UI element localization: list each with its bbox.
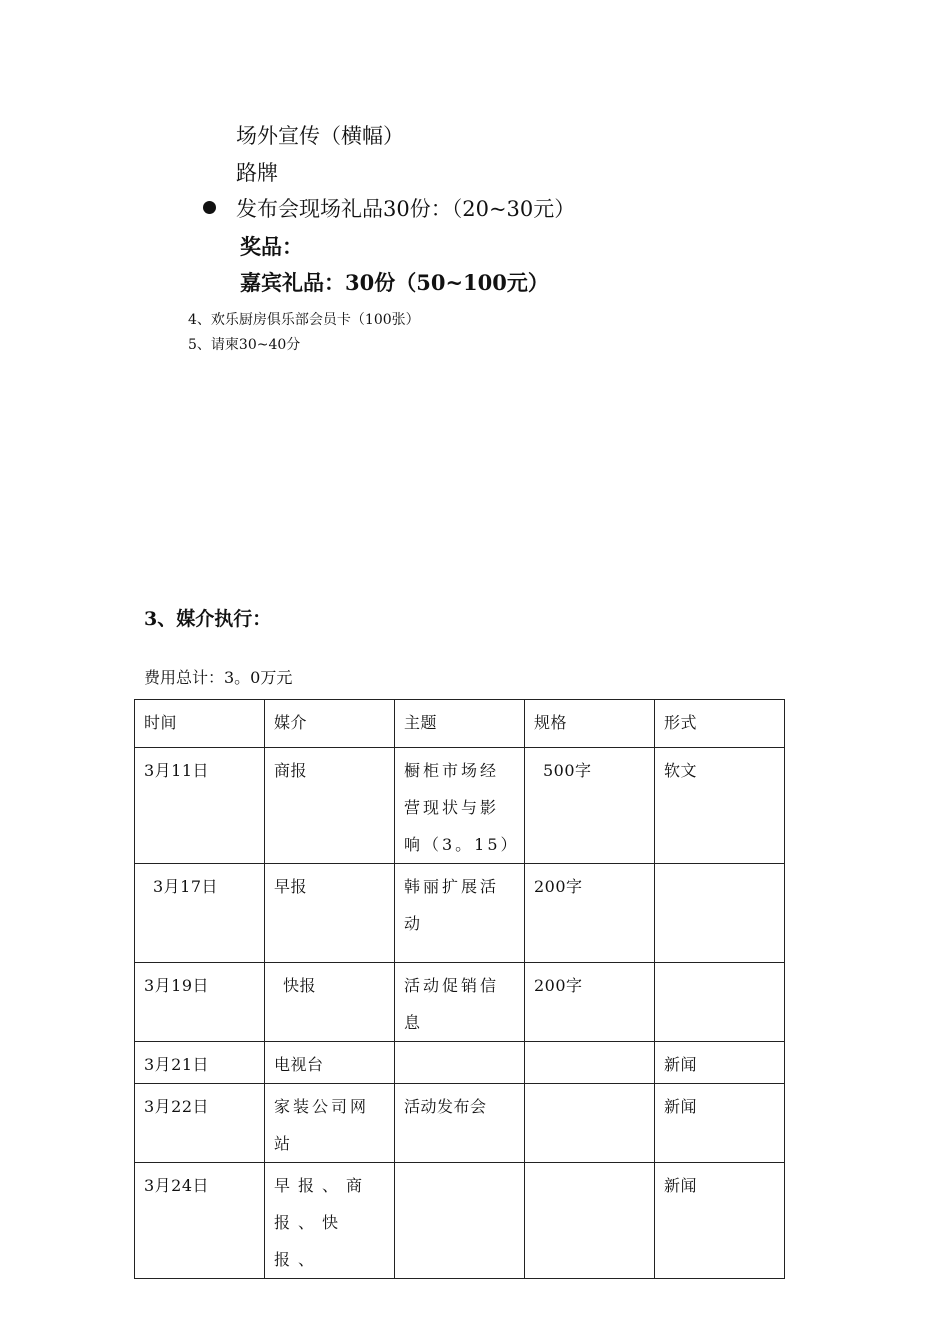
table-cell: 新闻 xyxy=(655,1163,785,1279)
table-cell: 软文 xyxy=(655,748,785,864)
table-cell xyxy=(395,1042,525,1084)
table-cell: 家装公司网站 xyxy=(265,1084,395,1163)
bullet-icon xyxy=(203,201,216,214)
table-cell: 活动促销信息 xyxy=(395,963,525,1042)
header-cell: 时间 xyxy=(135,700,265,748)
header-cell: 形式 xyxy=(655,700,785,748)
table-cell xyxy=(655,864,785,963)
table-cell xyxy=(655,963,785,1042)
table-cell: 500字 xyxy=(525,748,655,864)
table-cell xyxy=(525,1084,655,1163)
table-cell: 早报 xyxy=(265,864,395,963)
table-cell xyxy=(525,1163,655,1279)
table-cell: 3月11日 xyxy=(135,748,265,864)
table-cell: 200字 xyxy=(525,963,655,1042)
header-cell: 主题 xyxy=(395,700,525,748)
table-cell: 200字 xyxy=(525,864,655,963)
table-cell: 3月22日 xyxy=(135,1084,265,1163)
table-cell: 3月19日 xyxy=(135,963,265,1042)
outdoor-banner-line: 场外宣传（横幅） xyxy=(236,124,404,148)
table-cell: 3月21日 xyxy=(135,1042,265,1084)
section-title: 3、媒介执行： xyxy=(144,608,272,630)
table-cell: 新闻 xyxy=(655,1042,785,1084)
total-cost: 费用总计：3。0万元 xyxy=(144,668,293,687)
table-header-row xyxy=(135,700,785,748)
table-cell: 早报、商报、快报、 xyxy=(265,1163,395,1279)
table-row xyxy=(135,1084,785,1163)
media-schedule-table xyxy=(134,699,785,1279)
table-cell: 快报 xyxy=(265,963,395,1042)
table-cell: 韩丽扩展活动 xyxy=(395,864,525,963)
table-cell: 电视台 xyxy=(265,1042,395,1084)
table-row xyxy=(135,748,785,864)
road-sign-line: 路牌 xyxy=(236,161,278,185)
table-cell: 3月24日 xyxy=(135,1163,265,1279)
table-cell: 3月17日 xyxy=(135,864,265,963)
table-row xyxy=(135,1163,785,1279)
table-cell xyxy=(525,1042,655,1084)
table-row xyxy=(135,864,785,963)
header-cell: 媒介 xyxy=(265,700,395,748)
list-item-4: 4、欢乐厨房俱乐部会员卡（100张） xyxy=(188,312,420,328)
table-cell: 橱柜市场经营现状与影响（3。15） xyxy=(395,748,525,864)
list-item-5: 5、请柬30~40分 xyxy=(188,337,301,353)
table-cell: 活动发布会 xyxy=(395,1084,525,1163)
table-row xyxy=(135,963,785,1042)
table-cell: 新闻 xyxy=(655,1084,785,1163)
table-cell xyxy=(395,1163,525,1279)
table-row xyxy=(135,1042,785,1084)
guest-gifts-line: 嘉宾礼品：30份（50~100元） xyxy=(240,270,549,295)
prizes-label: 奖品： xyxy=(240,234,303,259)
table-cell: 商报 xyxy=(265,748,395,864)
gift-line: 发布会现场礼品30份：（20~30元） xyxy=(236,197,576,221)
header-cell: 规格 xyxy=(525,700,655,748)
